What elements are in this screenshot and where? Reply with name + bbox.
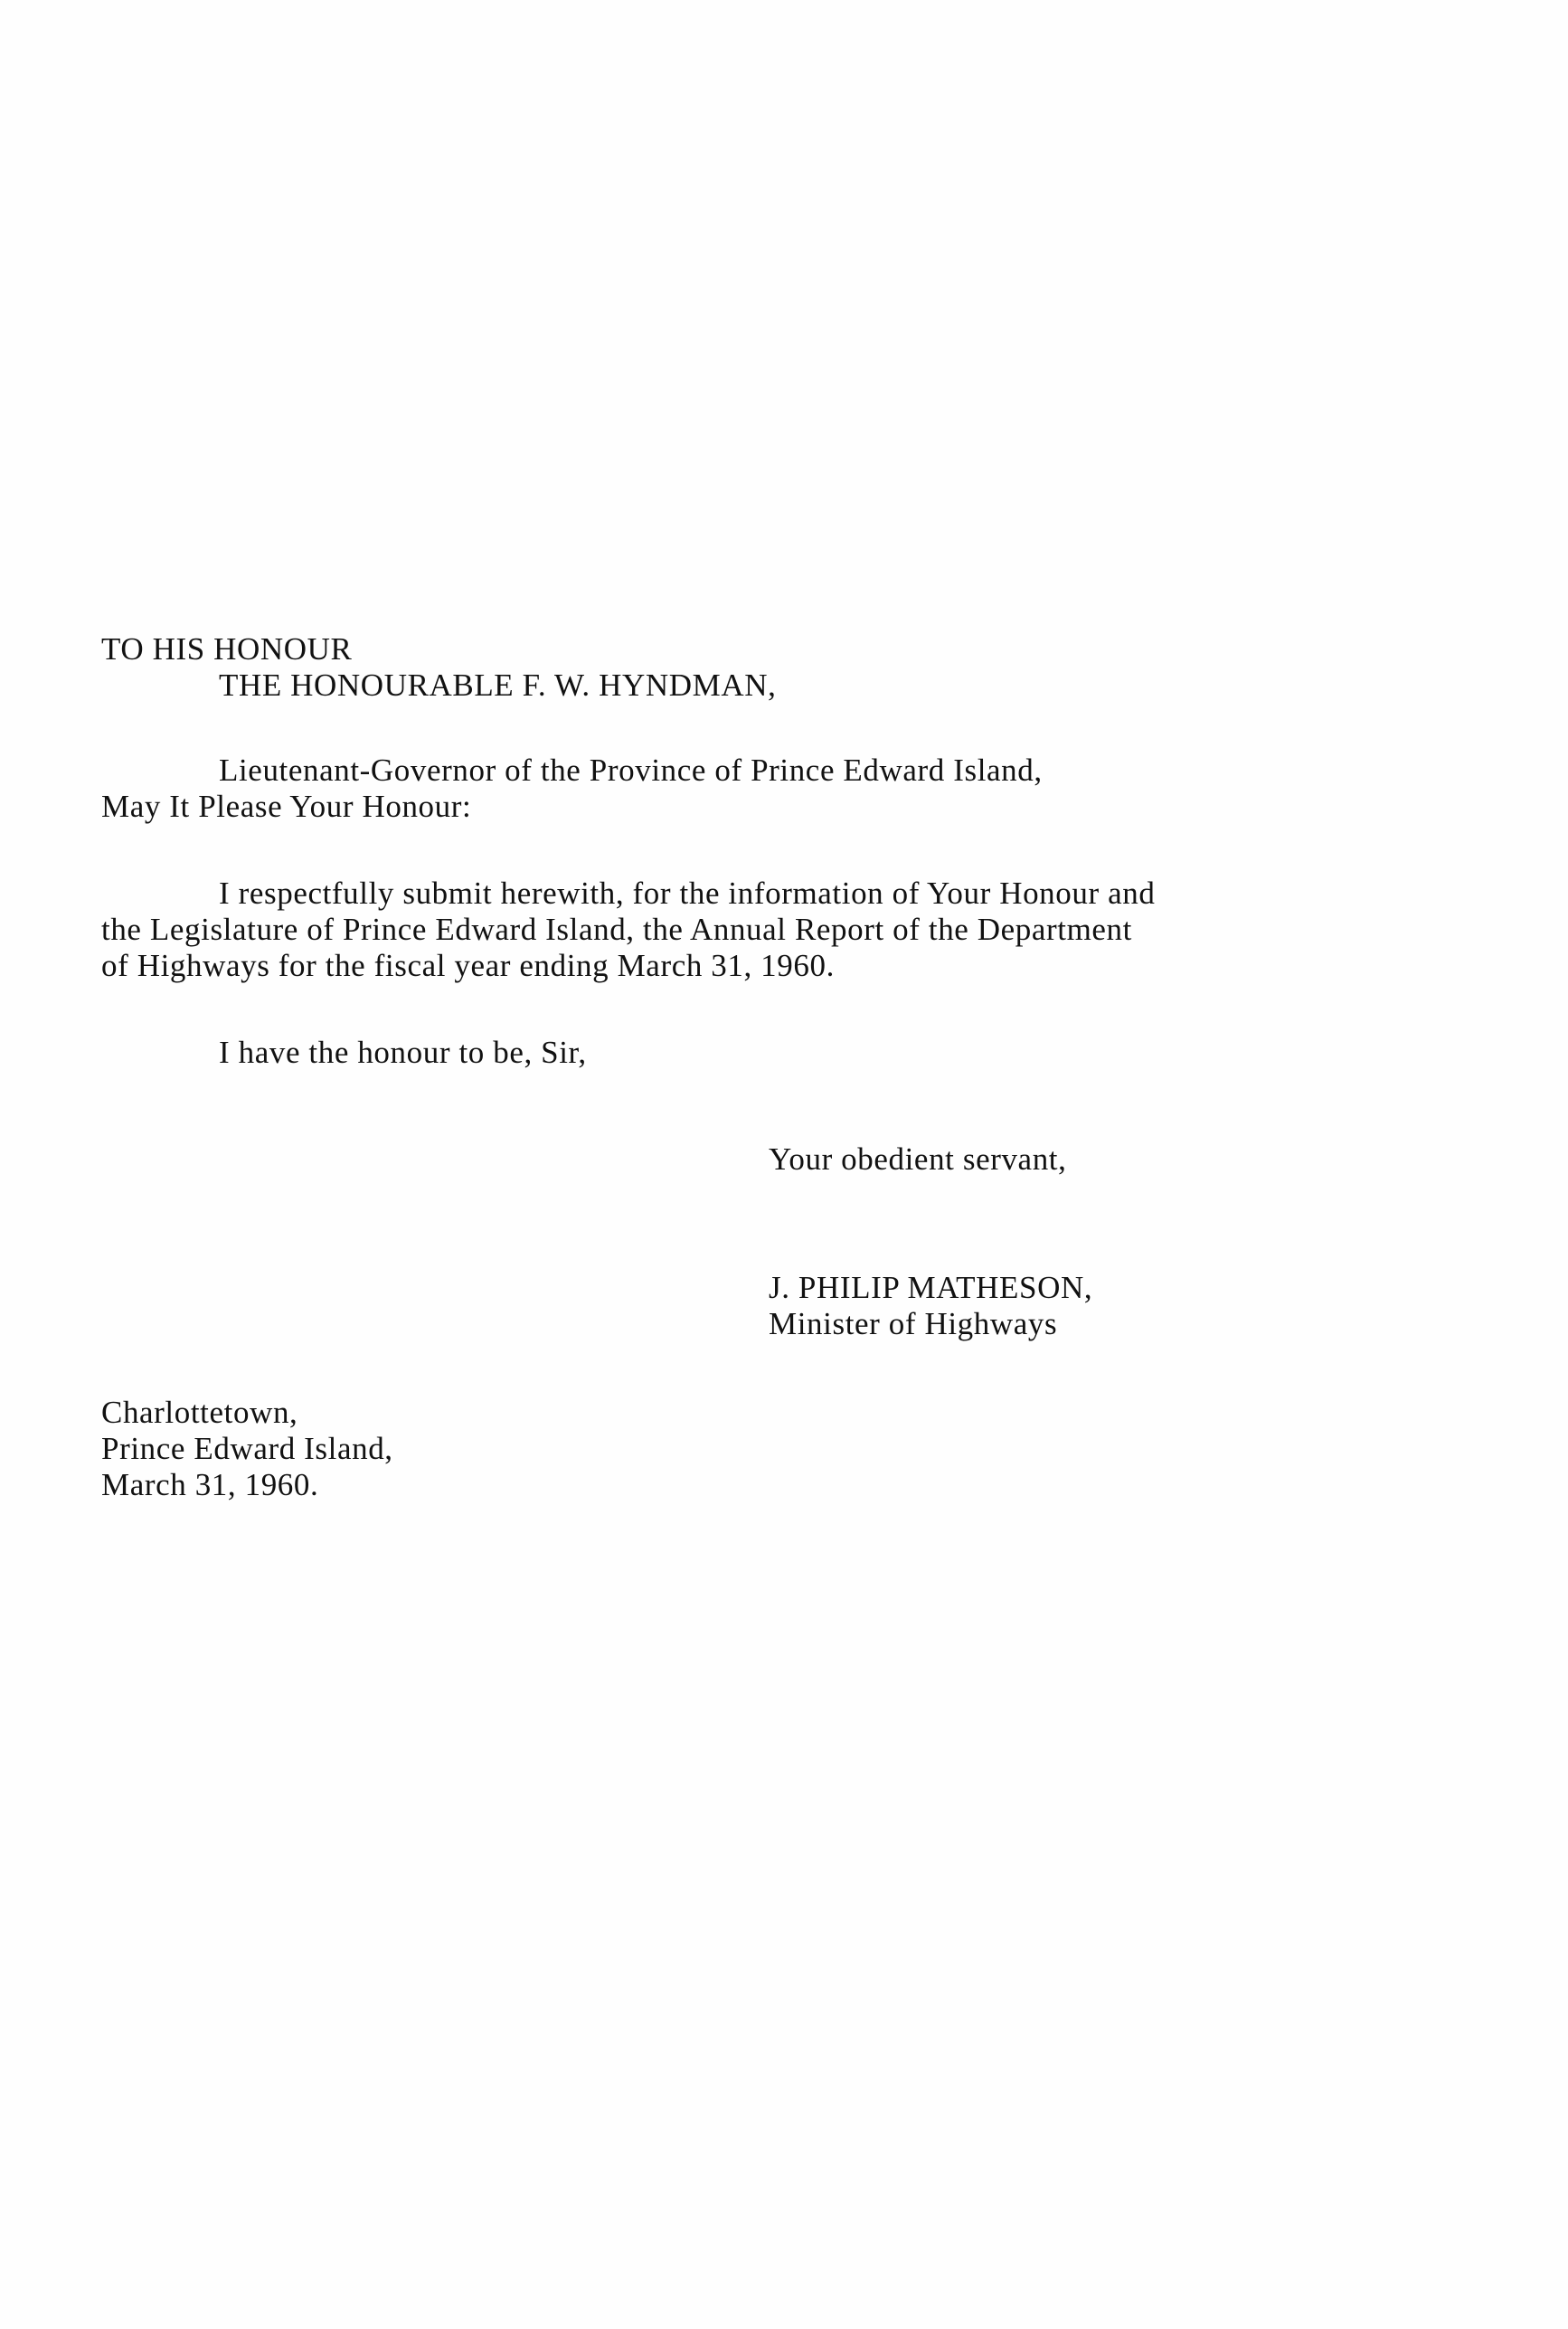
- salutation-line-1: Lieutenant-Governor of the Province of Prince Edward Island,: [219, 753, 1043, 788]
- closing-line: I have the honour to be, Sir,: [219, 1035, 587, 1070]
- body-line-2: the Legislature of Prince Edward Island, the Annual Report of the Department: [101, 912, 1132, 947]
- salutation-line-2: May It Please Your Honour:: [101, 789, 472, 824]
- place-date-line-2: Prince Edward Island,: [101, 1431, 393, 1466]
- signer-title: Minister of Highways: [769, 1306, 1058, 1341]
- place-date-line-3: March 31, 1960.: [101, 1467, 319, 1502]
- valediction: Your obedient servant,: [769, 1141, 1067, 1177]
- signer-name: J. PHILIP MATHESON,: [769, 1270, 1093, 1305]
- body-line-3: of Highways for the fiscal year ending March 31, 1960.: [101, 948, 835, 983]
- place-date-line-1: Charlottetown,: [101, 1395, 298, 1430]
- addressee-line-2: THE HONOURABLE F. W. HYNDMAN,: [219, 667, 777, 703]
- body-line-1: I respectfully submit herewith, for the information of Your Honour and: [219, 876, 1156, 911]
- addressee-line-1: TO HIS HONOUR: [101, 631, 353, 667]
